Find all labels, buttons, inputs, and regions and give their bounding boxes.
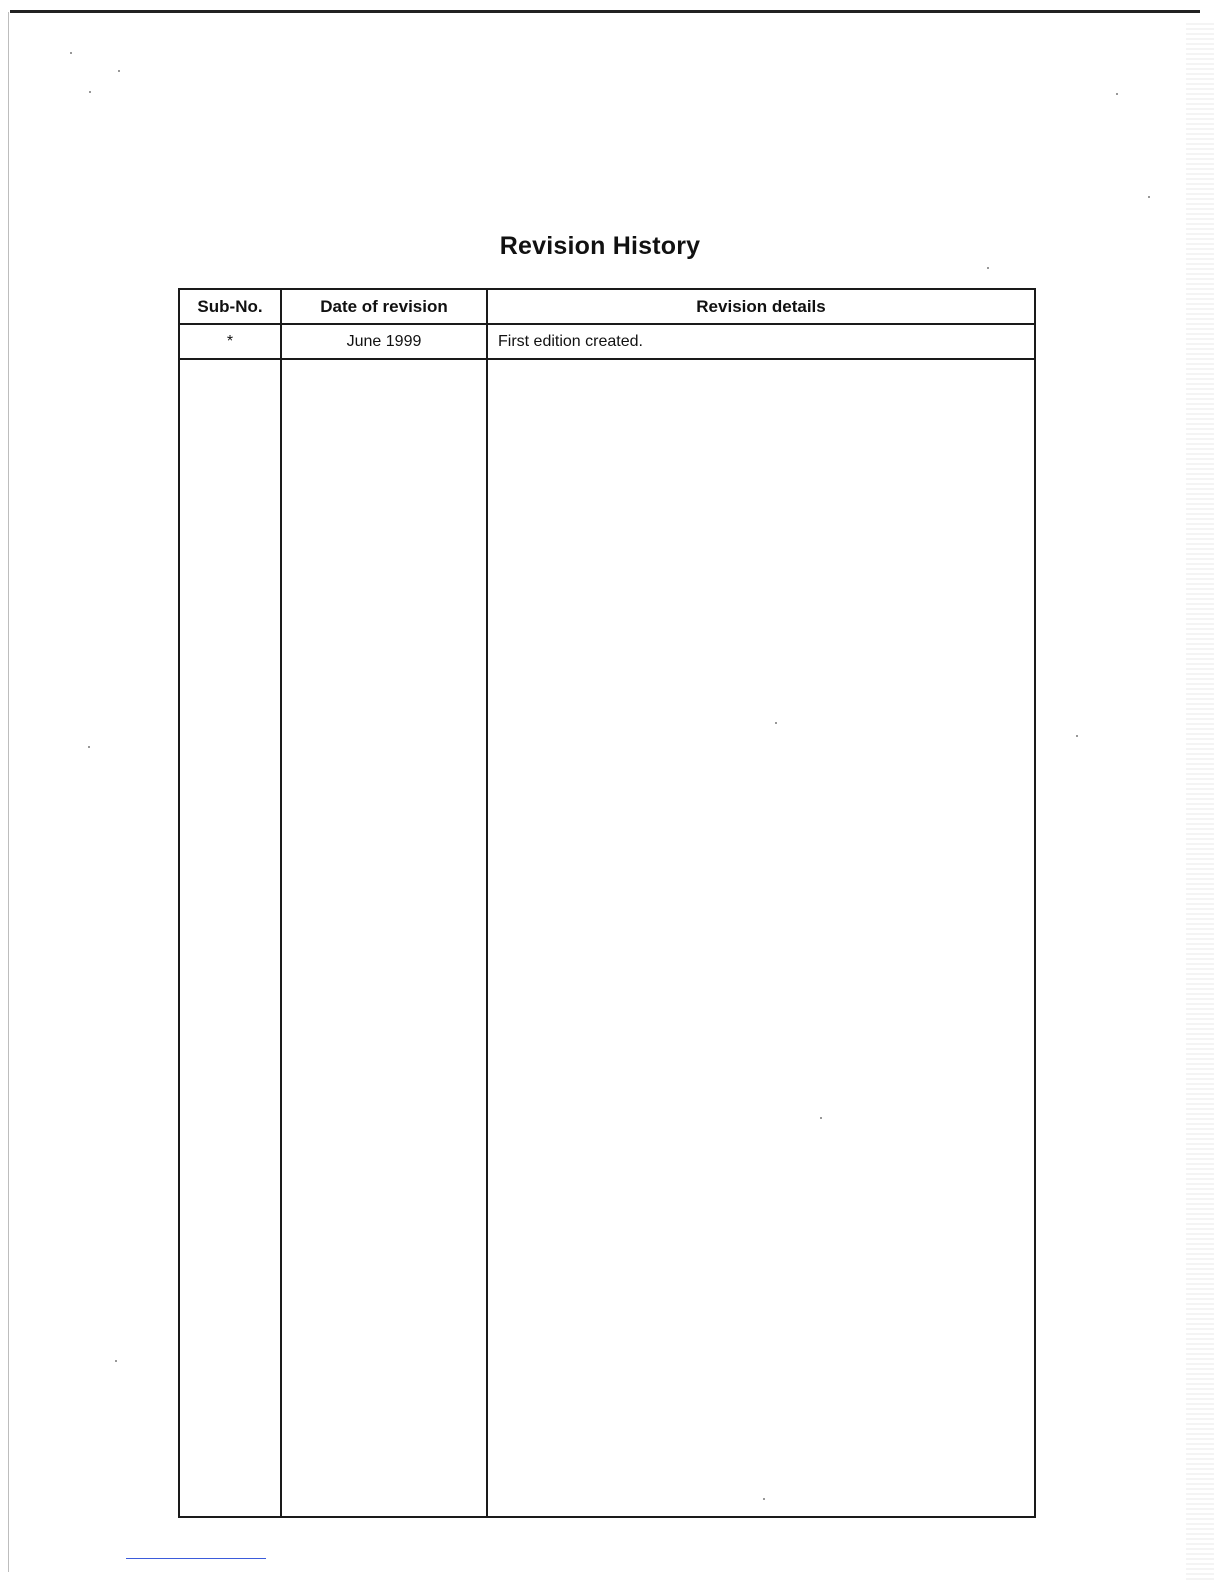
scan-speck xyxy=(1148,196,1150,198)
page-top-border xyxy=(10,10,1200,13)
cell-date-of-revision: June 1999 xyxy=(346,332,422,350)
cell-sub-no: * xyxy=(226,332,234,350)
revision-history-table xyxy=(178,288,1036,1518)
scan-speck xyxy=(1076,735,1078,737)
scan-speck xyxy=(987,267,989,269)
column-divider xyxy=(486,290,488,1516)
scan-speck xyxy=(70,52,72,54)
row-divider xyxy=(180,358,1034,360)
scan-speck xyxy=(763,1498,765,1500)
footer-link-underline xyxy=(126,1558,266,1559)
header-revision-details: Revision details xyxy=(696,296,826,316)
header-date-of-revision: Date of revision xyxy=(320,296,448,316)
page-title: Revision History xyxy=(499,232,701,260)
scan-speck xyxy=(775,722,777,724)
scan-speck xyxy=(1116,93,1118,95)
header-sub-no: Sub-No. xyxy=(197,296,263,316)
scan-speck xyxy=(89,91,91,93)
scan-speck xyxy=(820,1117,822,1119)
column-divider xyxy=(280,290,282,1516)
scan-speck xyxy=(115,1360,117,1362)
scan-speck xyxy=(118,70,120,72)
cell-revision-details: First edition created. xyxy=(498,332,643,350)
scan-speck xyxy=(88,746,90,748)
